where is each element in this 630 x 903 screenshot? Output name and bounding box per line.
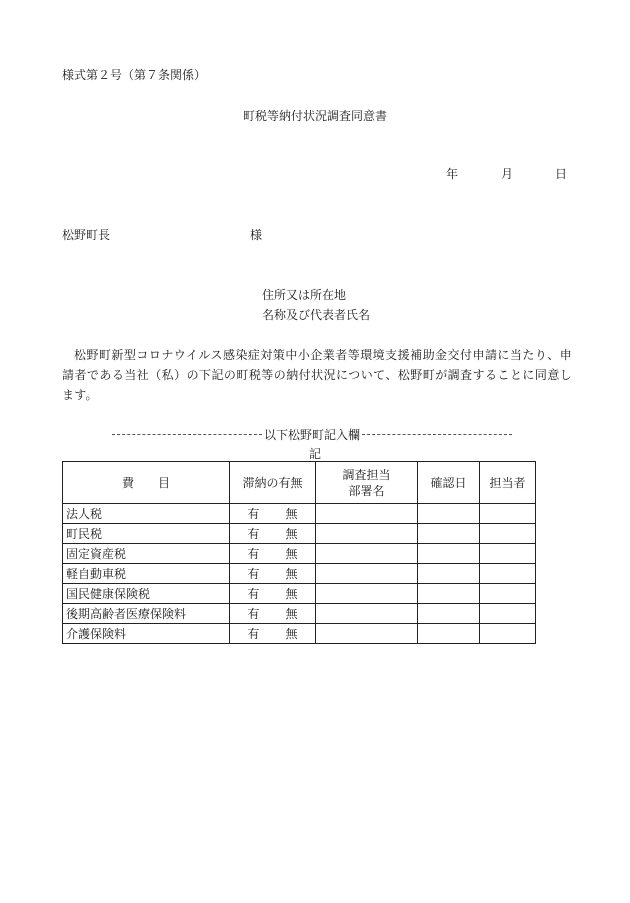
arrears-yes-option[interactable]: 有 — [247, 527, 260, 541]
confirm-date-cell[interactable] — [418, 564, 480, 584]
tax-item-name: 固定資産税 — [63, 544, 230, 564]
arrears-cell[interactable] — [230, 624, 316, 644]
tax-item-name: 町民税 — [63, 524, 230, 544]
dashed-line-right — [362, 434, 512, 435]
table-row — [63, 524, 536, 544]
table-row — [63, 584, 536, 604]
table-body — [63, 504, 536, 644]
department-cell[interactable] — [316, 564, 418, 584]
arrears-yes-option[interactable]: 有 — [247, 627, 260, 641]
confirm-date-cell[interactable] — [418, 544, 480, 564]
department-cell[interactable] — [316, 504, 418, 524]
person-cell[interactable] — [480, 624, 536, 644]
department-cell[interactable] — [316, 524, 418, 544]
department-cell[interactable] — [316, 544, 418, 564]
arrears-cell[interactable] — [230, 584, 316, 604]
person-cell[interactable] — [480, 544, 536, 564]
person-cell[interactable] — [480, 564, 536, 584]
form-number: 様式第２号（第７条関係） — [62, 68, 207, 82]
arrears-no-option[interactable]: 無 — [285, 607, 298, 621]
arrears-cell[interactable] — [230, 564, 316, 584]
table-row — [63, 564, 536, 584]
tax-item-name: 法人税 — [63, 504, 230, 524]
table-row — [63, 504, 536, 524]
consent-statement: 松野町新型コロナウイルス感染症対策中小企業者等環境支援補助金交付申請に当たり、申請者である当社（私）の下記の町税等の納付状況について、松野町が調査することに同意します。 — [62, 348, 572, 402]
person-cell[interactable] — [480, 504, 536, 524]
header-arrears: 滞納の有無 — [230, 462, 316, 504]
tax-item-name: 介護保険料 — [63, 624, 230, 644]
header-item: 費 目 — [63, 462, 230, 504]
arrears-no-option[interactable]: 無 — [285, 527, 298, 541]
arrears-yes-option[interactable]: 有 — [247, 587, 260, 601]
header-department — [316, 462, 418, 504]
person-cell[interactable] — [480, 584, 536, 604]
arrears-yes-option[interactable]: 有 — [247, 547, 260, 561]
addressee: 松野町長 — [62, 228, 111, 242]
arrears-yes-option[interactable]: 有 — [247, 507, 260, 521]
arrears-no-option[interactable]: 無 — [285, 587, 298, 601]
confirm-date-cell[interactable] — [418, 604, 480, 624]
ki-label: 記 — [308, 447, 321, 461]
tax-item-name: 軽自動車税 — [63, 564, 230, 584]
arrears-no-option[interactable]: 無 — [285, 627, 298, 641]
arrears-yes-option[interactable]: 有 — [247, 567, 260, 581]
person-cell[interactable] — [480, 604, 536, 624]
confirm-date-cell[interactable] — [418, 524, 480, 544]
tax-status-table — [62, 461, 536, 644]
person-cell[interactable] — [480, 524, 536, 544]
table-header-row — [63, 462, 536, 504]
arrears-no-option[interactable]: 無 — [285, 567, 298, 581]
tax-item-name: 後期高齢者医療保険料 — [63, 604, 230, 624]
document-title: 町税等納付状況調査同意書 — [242, 109, 387, 123]
date-day-label: 日 — [555, 167, 568, 181]
header-department-line1: 調査担当 — [342, 467, 391, 482]
arrears-cell[interactable] — [230, 504, 316, 524]
arrears-cell[interactable] — [230, 524, 316, 544]
confirm-date-cell[interactable] — [418, 504, 480, 524]
date-year-label: 年 — [446, 167, 459, 181]
header-person: 担当者 — [480, 462, 536, 504]
table-row — [63, 624, 536, 644]
arrears-no-option[interactable]: 無 — [285, 507, 298, 521]
applicant-address-label: 住所又は所在地 — [262, 288, 347, 302]
confirm-date-cell[interactable] — [418, 624, 480, 644]
table-row — [63, 544, 536, 564]
table-row — [63, 604, 536, 624]
header-confirm-date: 確認日 — [418, 462, 480, 504]
arrears-cell[interactable] — [230, 544, 316, 564]
separator-label: 以下松野町記入欄 — [264, 428, 361, 442]
arrears-yes-option[interactable]: 有 — [247, 607, 260, 621]
confirm-date-cell[interactable] — [418, 584, 480, 604]
department-cell[interactable] — [316, 584, 418, 604]
office-use-separator — [112, 426, 512, 443]
date-month-label: 月 — [501, 167, 514, 181]
honorific: 様 — [250, 228, 263, 242]
department-cell[interactable] — [316, 604, 418, 624]
department-cell[interactable] — [316, 624, 418, 644]
arrears-no-option[interactable]: 無 — [285, 547, 298, 561]
tax-item-name: 国民健康保険税 — [63, 584, 230, 604]
dashed-line-left — [112, 434, 262, 435]
applicant-name-label: 名称及び代表者氏名 — [262, 308, 371, 322]
header-department-line2: 部署名 — [348, 483, 385, 498]
arrears-cell[interactable] — [230, 604, 316, 624]
